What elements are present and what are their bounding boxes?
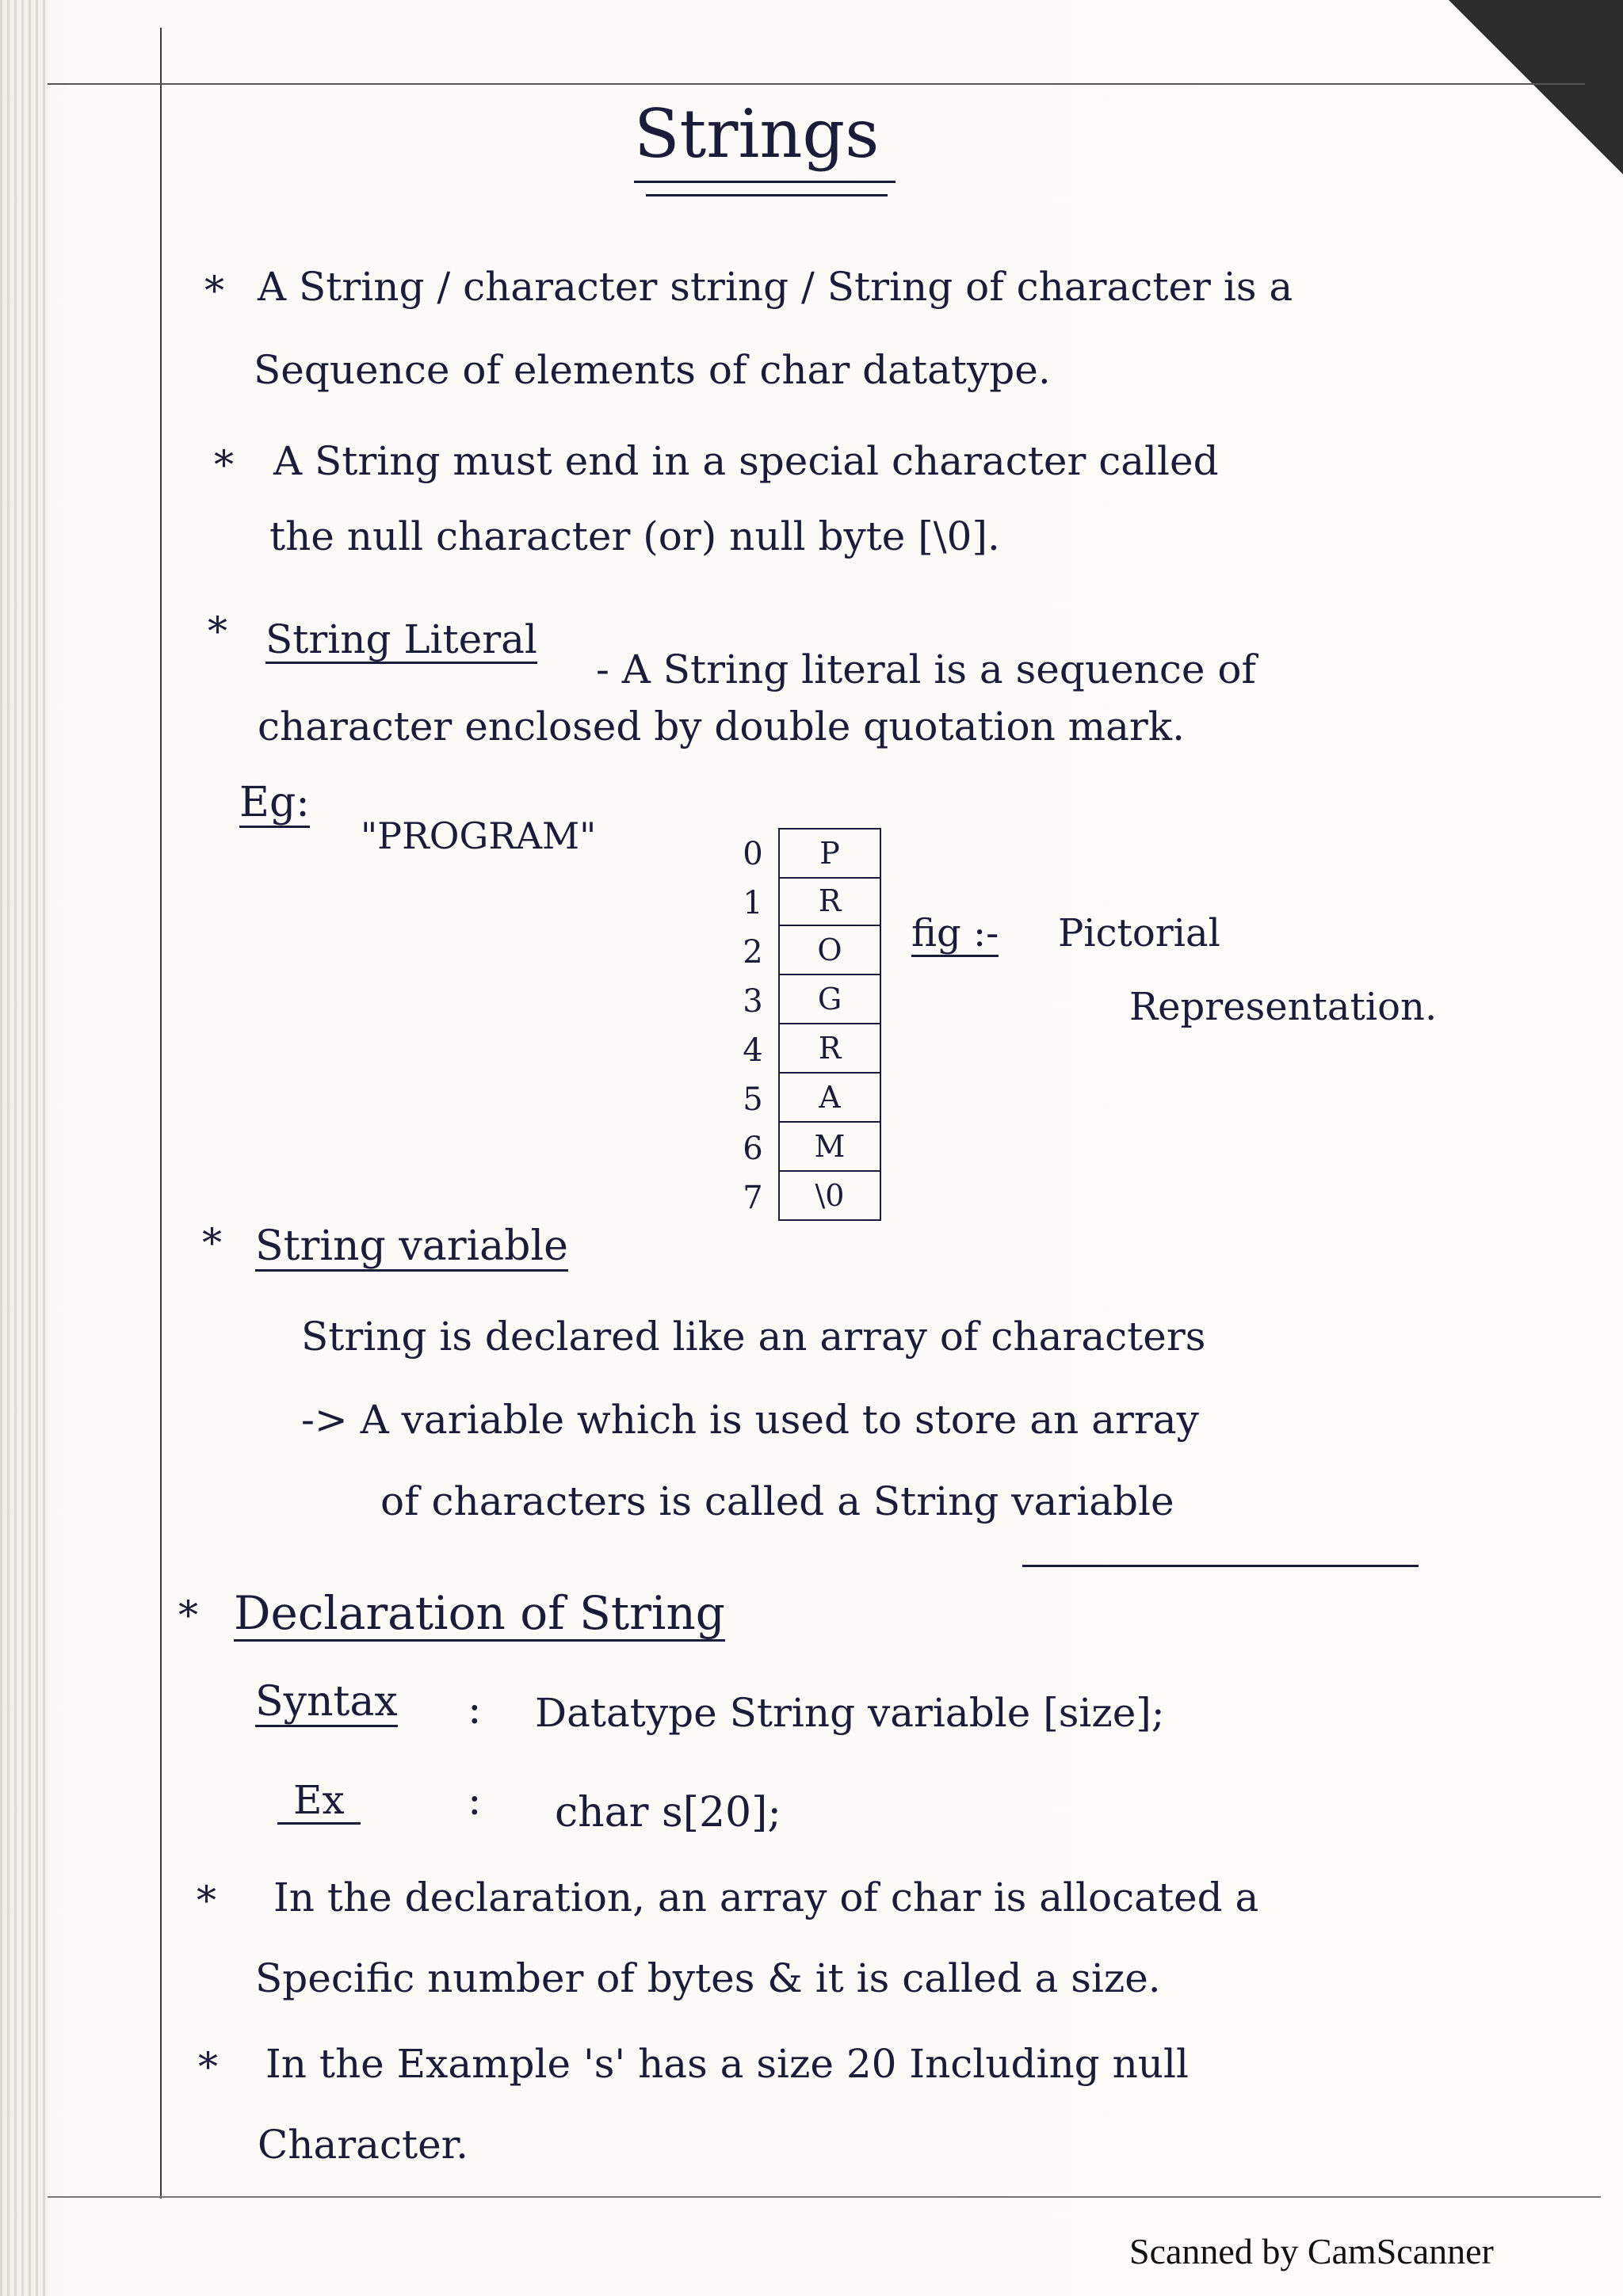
bullet-star: * [204, 268, 224, 314]
string-literal-heading: String Literal [265, 616, 537, 662]
table-row [737, 1074, 935, 1123]
top-rule-line [48, 83, 1585, 85]
text-line-4: the null character (or) null byte [\0]. [269, 513, 1000, 559]
fig-caption-1: Pictorial [1058, 911, 1220, 955]
eg-label: Eg: [239, 780, 310, 828]
title-underline-1 [634, 181, 896, 183]
table-cell: M [778, 1123, 881, 1172]
table-cell: G [778, 975, 881, 1024]
syntax-label: Syntax [255, 1680, 398, 1727]
bullet-star: * [208, 608, 227, 654]
table-cell: R [778, 877, 881, 926]
table-row [737, 926, 935, 975]
text-line-n2: Specific number of bytes & it is called a size. [255, 1955, 1161, 2001]
string-variable-heading: String variable [255, 1224, 568, 1272]
table-row [737, 828, 935, 877]
table-cell: P [778, 828, 881, 879]
table-index: 7 [743, 1180, 763, 1216]
bullet-star: * [178, 1592, 198, 1638]
text-line-6: character enclosed by double quotation mark. [258, 704, 1185, 749]
scanner-watermark: Scanned by CamScanner [1129, 2231, 1494, 2271]
page-corner-shadow [1449, 0, 1623, 174]
text-line-3: A String must end in a special character called [273, 438, 1219, 484]
string-variable-underline [1022, 1565, 1419, 1567]
text-line-1: A String / character string / String of character is a [258, 264, 1293, 310]
table-row [737, 1024, 935, 1074]
bullet-star: * [198, 2044, 218, 2090]
table-index: 0 [743, 836, 763, 872]
ex-colon: : [468, 1777, 482, 1825]
syntax-colon: : [468, 1686, 482, 1733]
syntax-value: Datatype String variable [size]; [535, 1690, 1165, 1736]
notebook-binding [0, 0, 48, 2296]
text-line-sv-3: of characters is called a String variable [380, 1478, 1174, 1524]
text-line-5: - A String literal is a sequence of [596, 646, 1256, 692]
text-line-sv-1: String is declared like an array of characters [301, 1314, 1206, 1360]
table-row [737, 975, 935, 1024]
fig-caption-2: Representation. [1129, 985, 1438, 1029]
table-cell: R [778, 1024, 881, 1074]
table-cell: A [778, 1074, 881, 1123]
eg-value: "PROGRAM" [361, 814, 597, 857]
table-cell: O [778, 926, 881, 975]
margin-line [160, 28, 162, 2199]
table-row [737, 1172, 935, 1221]
table-row [737, 1123, 935, 1172]
table-index: 4 [743, 1032, 763, 1069]
table-index: 2 [743, 934, 763, 971]
table-index: 5 [743, 1081, 763, 1118]
table-cell: \0 [778, 1172, 881, 1221]
text-line-n4: Character. [258, 2122, 468, 2168]
table-row [737, 877, 935, 926]
bullet-star: * [202, 1220, 222, 1266]
text-line-2: Sequence of elements of char datatype. [254, 347, 1051, 393]
table-index: 6 [743, 1131, 763, 1167]
page-title: Strings [634, 95, 880, 173]
bullet-star: * [197, 1878, 216, 1924]
title-underline-2 [646, 194, 888, 196]
bottom-rule-line [48, 2196, 1601, 2198]
table-index: 1 [743, 885, 763, 921]
table-index: 3 [743, 983, 763, 1020]
text-line-n3: In the Example 's' has a size 20 Including null [265, 2041, 1189, 2087]
declaration-heading: Declaration of String [234, 1586, 725, 1640]
text-line-n1: In the declaration, an array of char is allocated a [273, 1875, 1259, 1920]
ex-value: char s[20]; [555, 1789, 781, 1836]
bullet-star: * [214, 442, 234, 488]
fig-label: fig :- [911, 911, 999, 955]
ex-label: Ex [277, 1779, 361, 1825]
text-line-sv-2: -> A variable which is used to store an array [301, 1397, 1199, 1443]
